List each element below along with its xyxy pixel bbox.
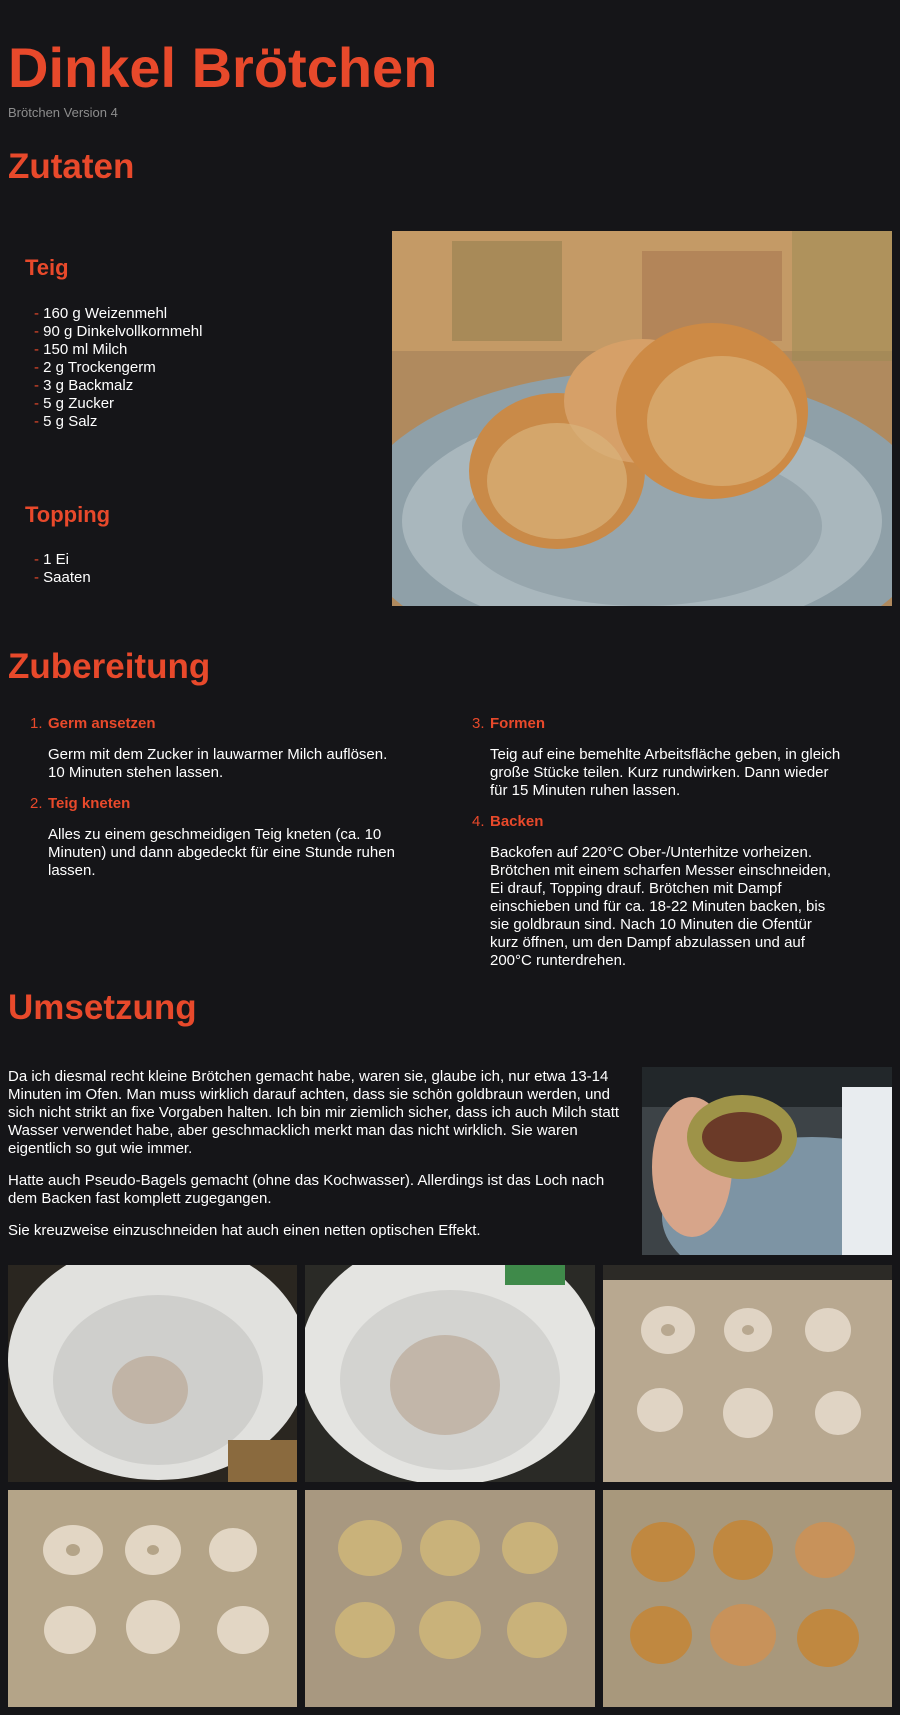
step-title: Germ ansetzen bbox=[48, 715, 156, 732]
ingredient-text: 1 Ei bbox=[43, 551, 70, 568]
step-item bbox=[450, 812, 850, 970]
topping-heading: Topping bbox=[25, 502, 111, 527]
list-item bbox=[34, 395, 202, 413]
step-number: 4. bbox=[472, 813, 485, 830]
step-description: Teig auf eine bemehlte Arbeitsfläche geben, in gleich große Stücke teilen. Kurz rundwirken. Dann wieder für 15 Minuten ruhen lassen. bbox=[490, 746, 841, 799]
list-marker: - bbox=[34, 323, 39, 340]
step-title: Backen bbox=[490, 813, 544, 830]
list-marker: - bbox=[34, 551, 39, 568]
step-title: Teig kneten bbox=[48, 795, 131, 812]
step-number: 2. bbox=[30, 795, 43, 812]
step-item bbox=[8, 794, 408, 880]
shaped-rolls-photo bbox=[603, 1265, 892, 1482]
list-item bbox=[34, 305, 202, 323]
baked-rolls-photo bbox=[603, 1490, 892, 1707]
dough-ball-photo bbox=[8, 1265, 297, 1482]
section-heading-execution: Umsetzung bbox=[8, 988, 197, 1027]
step-item bbox=[450, 714, 850, 800]
list-item bbox=[34, 341, 202, 359]
dough-ingredient-list bbox=[34, 305, 202, 431]
ingredient-text: Saaten bbox=[43, 569, 91, 586]
list-item bbox=[34, 359, 202, 377]
ingredient-text: 5 g Salz bbox=[43, 413, 98, 430]
ingredient-text: 90 g Dinkelvollkornmehl bbox=[43, 323, 203, 340]
section-heading-ingredients: Zutaten bbox=[8, 147, 135, 186]
rolls-photo bbox=[392, 231, 892, 606]
risen-dough-photo bbox=[305, 1265, 595, 1482]
page-title: Dinkel Brötchen bbox=[8, 36, 438, 99]
ingredient-text: 5 g Zucker bbox=[43, 395, 115, 412]
ingredient-text: 150 ml Milch bbox=[43, 341, 128, 358]
step-number: 1. bbox=[30, 715, 43, 732]
paragraph: Da ich diesmal recht kleine Brötchen gemacht habe, waren sie, glaube ich, nur etwa 13-14 Minuten im Ofen. Man muss wirklich darauf achten, dass sie schön goldbraun werden, und sich nicht strikt an fixe Vorgaben halten. Ich bin mir ziemlich sicher, dass ich auch Milch statt Wasser verwendet habe, aber geschmacklich merkt man das nicht wirklich. Sie waren eigentlich so gut wie immer. bbox=[8, 1068, 620, 1157]
step-description: Alles zu einem geschmeidigen Teig kneten (ca. 10 Minuten) und dann abgedeckt für eine Stunde ruhen lassen. bbox=[48, 826, 395, 879]
ingredient-text: 160 g Weizenmehl bbox=[43, 305, 168, 322]
list-marker: - bbox=[34, 359, 39, 376]
steps-column-left bbox=[8, 714, 408, 880]
dough-heading: Teig bbox=[25, 255, 69, 280]
ingredient-text: 3 g Backmalz bbox=[43, 377, 134, 394]
page-subtitle: Brötchen Version 4 bbox=[8, 105, 118, 120]
list-item bbox=[34, 551, 91, 569]
list-marker: - bbox=[34, 305, 39, 322]
list-marker: - bbox=[34, 377, 39, 394]
execution-text bbox=[8, 1068, 628, 1254]
step-description: Backofen auf 220°C Ober-/Unterhitze vorheizen. Brötchen mit einem scharfen Messer einschneiden, Ei drauf, Topping drauf. Brötchen mit Dampf einschieben und für ca. 18-22 Minuten backen, bis sie goldbraun sind. Nach 10 Minuten die Ofentür kurz öffnen, um den Dampf abzulassen und auf 200°C runterdrehen. bbox=[490, 844, 832, 969]
ingredient-text: 2 g Trockengerm bbox=[43, 359, 156, 376]
paragraph: Hatte auch Pseudo-Bagels gemacht (ohne das Kochwasser). Allerdings ist das Loch nach dem Backen fast komplett zugegangen. bbox=[8, 1172, 605, 1207]
step-item bbox=[8, 714, 408, 782]
list-item bbox=[34, 323, 202, 341]
cut-roll-photo bbox=[642, 1067, 892, 1255]
list-item bbox=[34, 377, 202, 395]
list-marker: - bbox=[34, 413, 39, 430]
list-marker: - bbox=[34, 341, 39, 358]
list-item bbox=[34, 413, 202, 431]
list-marker: - bbox=[34, 395, 39, 412]
section-heading-preparation: Zubereitung bbox=[8, 647, 211, 686]
step-number: 3. bbox=[472, 715, 485, 732]
topping-ingredient-list bbox=[34, 551, 91, 587]
topped-rolls-photo bbox=[305, 1490, 595, 1707]
steps-column-right bbox=[450, 714, 850, 970]
proofed-rolls-photo bbox=[8, 1490, 297, 1707]
list-item bbox=[34, 569, 91, 587]
list-marker: - bbox=[34, 569, 39, 586]
step-description: Germ mit dem Zucker in lauwarmer Milch auflösen. 10 Minuten stehen lassen. bbox=[48, 746, 388, 781]
paragraph: Sie kreuzweise einzuschneiden hat auch einen netten optischen Effekt. bbox=[8, 1222, 481, 1239]
step-title: Formen bbox=[490, 715, 546, 732]
